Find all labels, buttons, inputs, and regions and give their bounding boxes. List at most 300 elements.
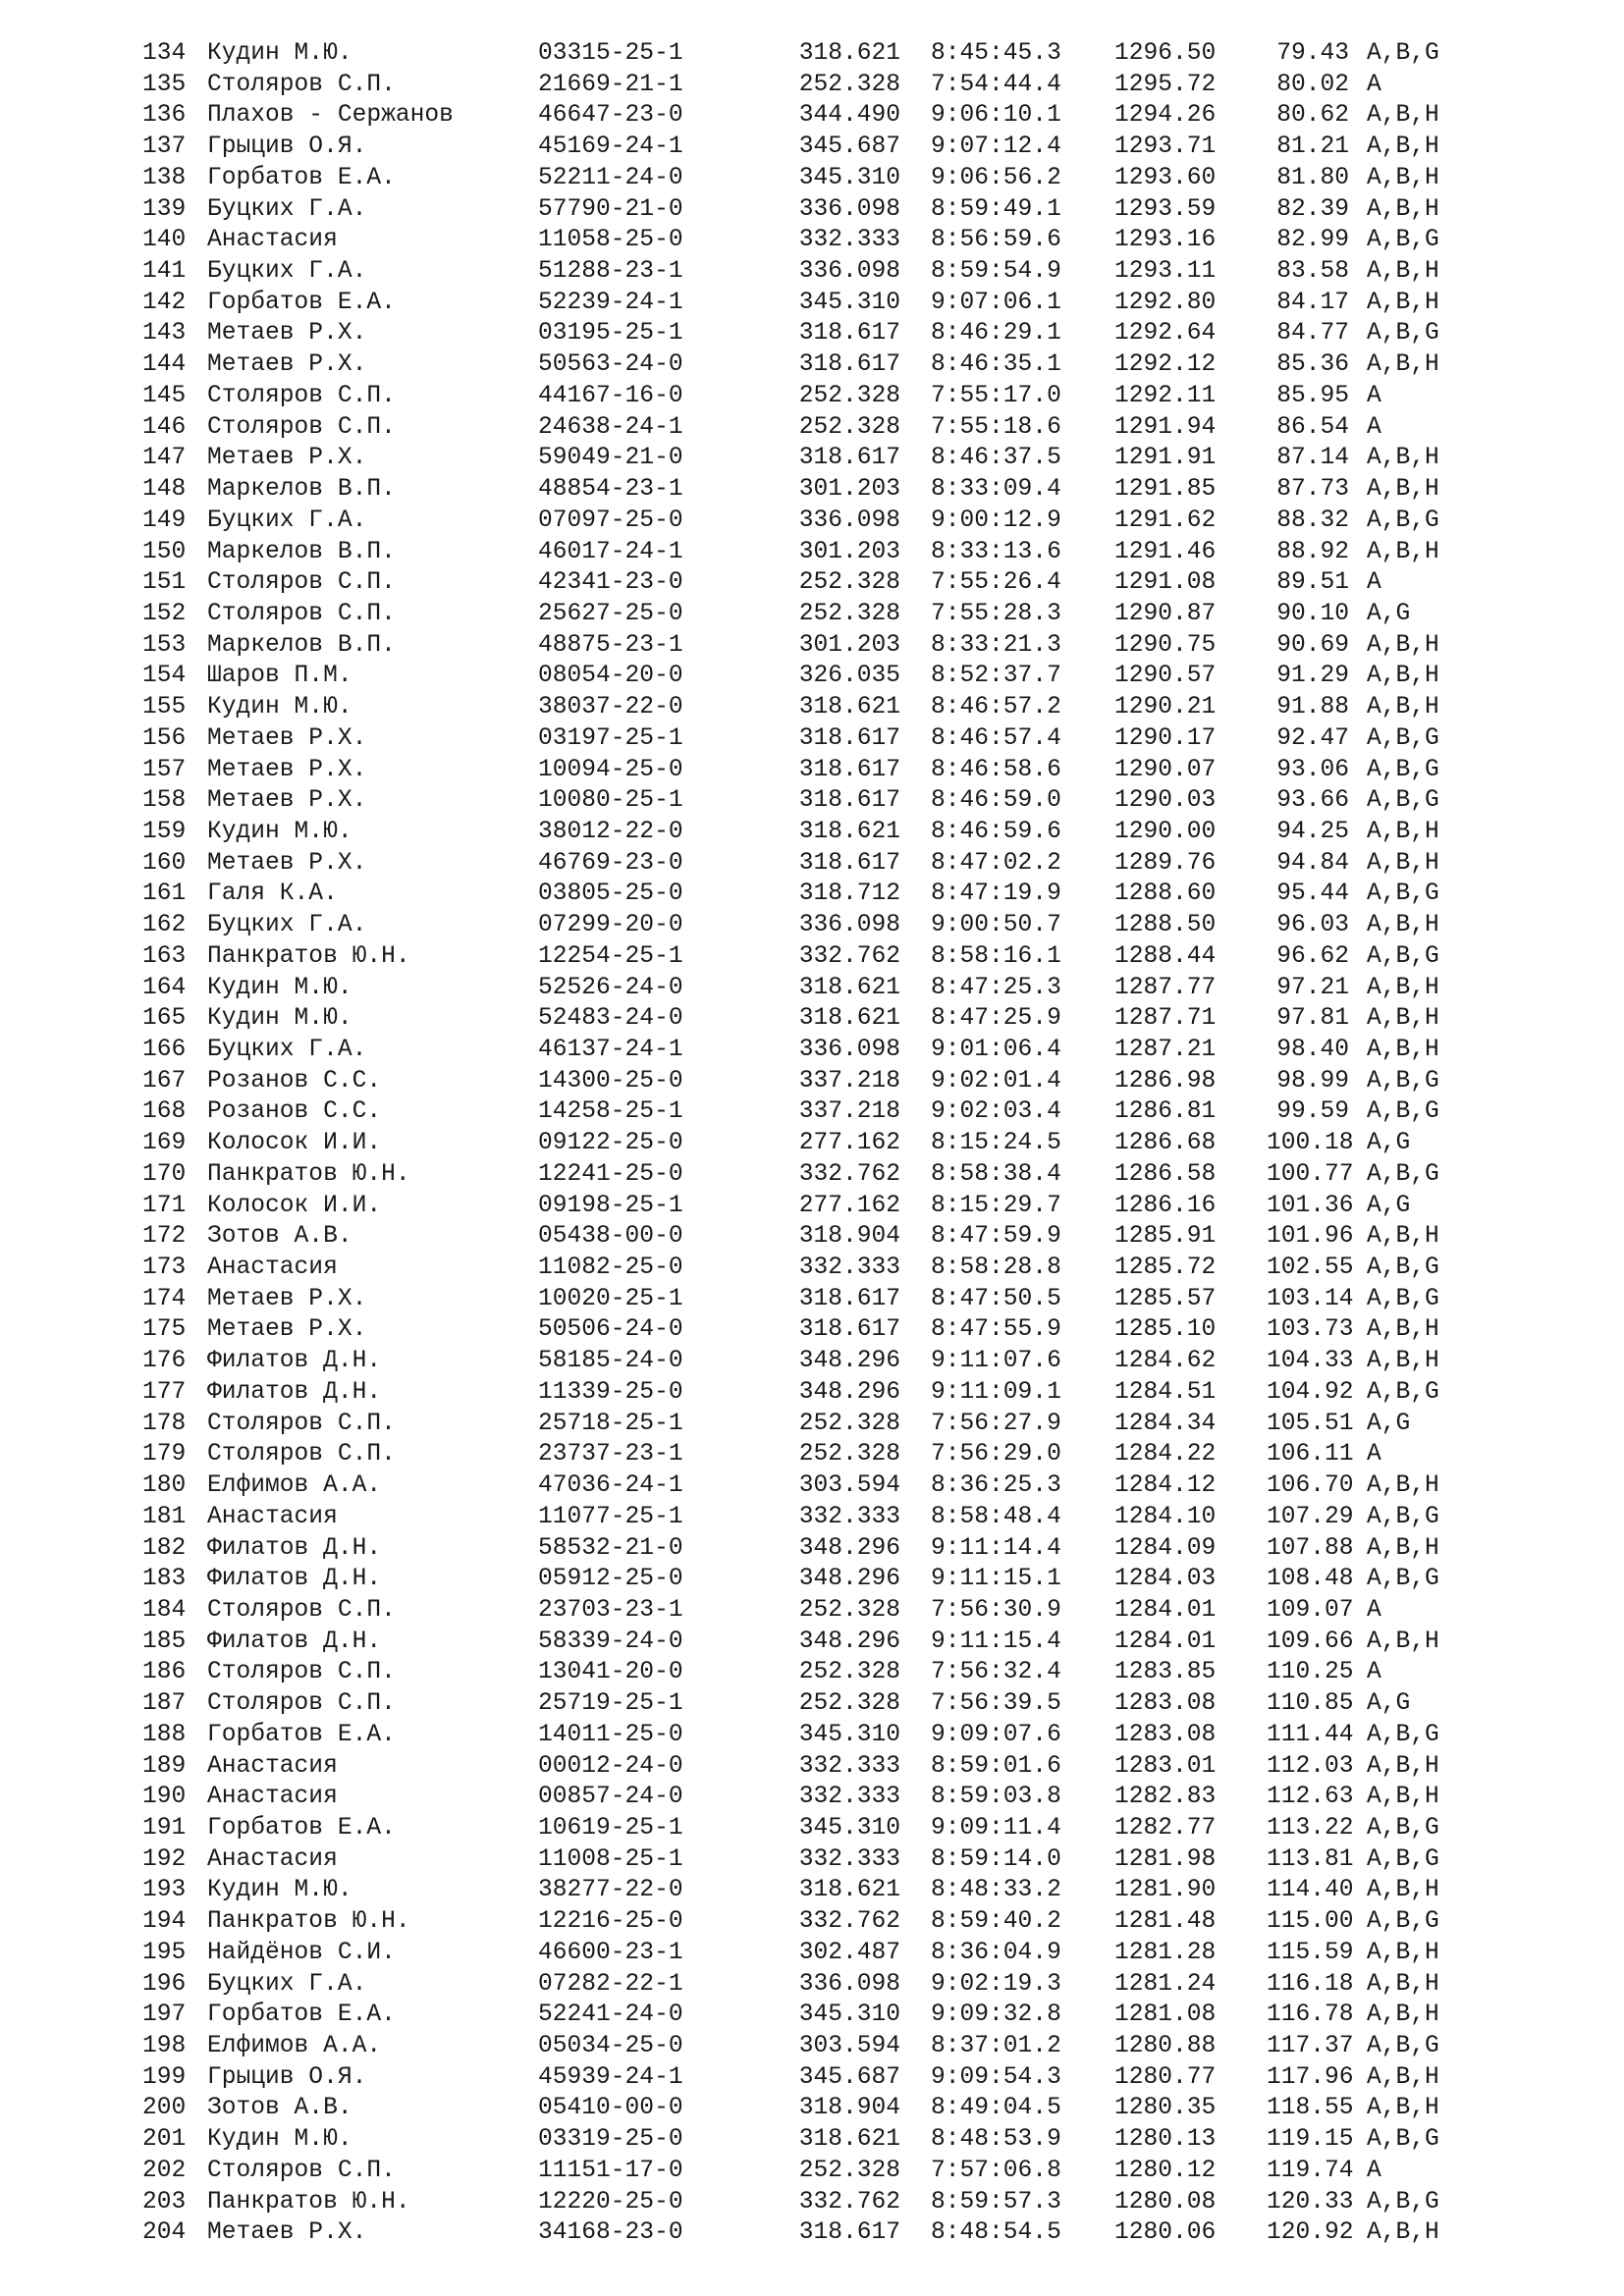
ring-cell: 03315-25-1 [538,40,683,67]
ring-cell: 58532-21-0 [538,1534,683,1562]
time-cell: 8:37:01.2 [931,2033,1061,2059]
ring-cell: 47036-24-1 [538,1472,683,1500]
category-cell: A,G [1367,1130,1411,1157]
category-cell: A,B,H [1367,1005,1439,1033]
category-cell: A,B,H [1367,2095,1439,2122]
speed-cell: 1285.57 [1114,1285,1217,1312]
coef-cell: 104.92 [1267,1378,1354,1406]
category-cell: A,B,H [1367,538,1439,565]
ring-cell: 14258-25-1 [538,1098,683,1126]
name-cell: Филатов Д.Н. [207,1348,382,1375]
coef-cell: 116.78 [1267,2002,1354,2029]
distance-cell: 303.594 [798,2033,900,2059]
speed-cell: 1289.76 [1114,849,1217,877]
time-cell: 8:59:40.2 [931,1908,1061,1936]
time-cell: 9:00:50.7 [931,912,1061,939]
speed-cell: 1295.72 [1114,71,1217,98]
speed-cell: 1288.44 [1114,942,1217,970]
category-cell: A,B,G [1367,320,1439,347]
name-cell: Елфимов А.А. [207,2033,382,2059]
coef-cell: 87.73 [1276,476,1349,504]
place-cell: 150 [142,538,187,565]
ring-cell: 46017-24-1 [538,538,683,565]
speed-cell: 1284.09 [1114,1534,1217,1562]
distance-cell: 252.328 [798,2157,900,2184]
distance-cell: 301.203 [798,538,900,565]
category-cell: A,B,H [1367,164,1439,191]
name-cell: Найдёнов С.И. [207,1939,396,1966]
distance-cell: 252.328 [798,1441,900,1468]
ring-cell: 05438-00-0 [538,1223,683,1251]
distance-cell: 348.296 [798,1378,900,1406]
result-row [142,1533,1517,1565]
category-cell: A,B,H [1367,1939,1439,1966]
ring-cell: 52483-24-0 [538,1005,683,1033]
ring-cell: 34168-23-0 [538,2219,683,2247]
result-row [142,1564,1517,1595]
name-cell: Горбатов Е.А. [207,289,396,316]
place-cell: 141 [142,258,187,286]
category-cell: A,B,H [1367,1223,1439,1251]
result-row [142,2000,1517,2031]
distance-cell: 318.617 [798,849,900,877]
speed-cell: 1294.26 [1114,102,1217,130]
result-row [142,132,1517,163]
result-row [142,1875,1517,1906]
name-cell: Метаев Р.Х. [207,756,367,783]
ring-cell: 38012-22-0 [538,818,683,845]
category-cell: A,G [1367,1690,1411,1718]
name-cell: Кудин М.Ю. [207,2126,352,2154]
distance-cell: 345.310 [798,2002,900,2029]
coef-cell: 110.85 [1267,1690,1354,1718]
place-cell: 140 [142,227,187,254]
coef-cell: 86.54 [1276,413,1349,441]
coef-cell: 80.62 [1276,102,1349,130]
place-cell: 154 [142,663,187,690]
time-cell: 7:55:18.6 [931,413,1061,441]
place-cell: 146 [142,413,187,441]
name-cell: Буцких Г.А. [207,507,367,534]
category-cell: A,B,G [1367,1908,1439,1936]
time-cell: 8:15:29.7 [931,1192,1061,1219]
category-cell: A,B,G [1367,724,1439,752]
coef-cell: 91.88 [1276,694,1349,721]
coef-cell: 94.25 [1276,818,1349,845]
category-cell: A,B,G [1367,40,1439,67]
place-cell: 163 [142,942,187,970]
time-cell: 8:48:33.2 [931,1877,1061,1904]
place-cell: 194 [142,1908,187,1936]
time-cell: 8:58:16.1 [931,942,1061,970]
time-cell: 8:59:14.0 [931,1845,1061,1873]
time-cell: 8:48:53.9 [931,2126,1061,2154]
time-cell: 8:52:37.7 [931,663,1061,690]
result-row [142,1844,1517,1876]
category-cell: A,B,H [1367,195,1439,223]
place-cell: 159 [142,818,187,845]
coef-cell: 97.81 [1276,1005,1349,1033]
distance-cell: 303.594 [798,1472,900,1500]
distance-cell: 336.098 [798,912,900,939]
distance-cell: 332.333 [798,1784,900,1811]
coef-cell: 100.77 [1267,1160,1354,1188]
ring-cell: 25718-25-1 [538,1410,683,1437]
result-row [142,661,1517,692]
distance-cell: 318.617 [798,445,900,472]
speed-cell: 1282.77 [1114,1814,1217,1842]
name-cell: Столяров С.П. [207,2157,396,2184]
category-cell: A [1367,1596,1381,1624]
distance-cell: 252.328 [798,1596,900,1624]
ring-cell: 00012-24-0 [538,1752,683,1780]
category-cell: A [1367,2157,1381,2184]
coef-cell: 120.92 [1267,2219,1354,2247]
name-cell: Столяров С.П. [207,413,396,441]
result-row [142,817,1517,848]
time-cell: 9:11:15.1 [931,1566,1061,1593]
speed-cell: 1280.12 [1114,2157,1217,2184]
ring-cell: 13041-20-0 [538,1659,683,1686]
coef-cell: 109.07 [1267,1596,1354,1624]
distance-cell: 318.617 [798,351,900,379]
time-cell: 8:58:28.8 [931,1255,1061,1282]
result-row [142,1439,1517,1470]
result-row [142,1159,1517,1191]
name-cell: Филатов Д.Н. [207,1628,382,1655]
ring-cell: 23703-23-1 [538,1596,683,1624]
time-cell: 9:11:15.4 [931,1628,1061,1655]
result-row [142,1969,1517,2001]
result-row [142,1409,1517,1440]
time-cell: 8:47:02.2 [931,849,1061,877]
name-cell: Филатов Д.Н. [207,1534,382,1562]
coef-cell: 84.77 [1276,320,1349,347]
time-cell: 8:47:25.3 [931,974,1061,1001]
category-cell: A,B,G [1367,2126,1439,2154]
result-row [142,692,1517,723]
coef-cell: 113.22 [1267,1814,1354,1842]
place-cell: 172 [142,1223,187,1251]
ring-cell: 59049-21-0 [538,445,683,472]
speed-cell: 1281.98 [1114,1845,1217,1873]
result-row [142,1284,1517,1315]
result-row [142,1470,1517,1502]
time-cell: 8:47:55.9 [931,1316,1061,1344]
coef-cell: 110.25 [1267,1659,1354,1686]
place-cell: 191 [142,1814,187,1842]
place-cell: 151 [142,569,187,597]
distance-cell: 318.621 [798,818,900,845]
distance-cell: 332.333 [798,1845,900,1873]
ring-cell: 58185-24-0 [538,1348,683,1375]
speed-cell: 1286.68 [1114,1130,1217,1157]
speed-cell: 1281.48 [1114,1908,1217,1936]
place-cell: 158 [142,787,187,815]
place-cell: 143 [142,320,187,347]
time-cell: 7:54:44.4 [931,71,1061,98]
speed-cell: 1281.08 [1114,2002,1217,2029]
coef-cell: 103.14 [1267,1285,1354,1312]
category-cell: A,B,G [1367,1285,1439,1312]
ring-cell: 07097-25-0 [538,507,683,534]
category-cell: A,B,G [1367,1503,1439,1530]
distance-cell: 302.487 [798,1939,900,1966]
speed-cell: 1280.35 [1114,2095,1217,2122]
category-cell: A,B,H [1367,1348,1439,1375]
name-cell: Елфимов А.А. [207,1472,382,1500]
category-cell: A [1367,71,1381,98]
category-cell: A,B,G [1367,1067,1439,1095]
name-cell: Панкратов Ю.Н. [207,942,410,970]
time-cell: 9:07:12.4 [931,133,1061,161]
time-cell: 8:46:57.4 [931,724,1061,752]
place-cell: 187 [142,1690,187,1718]
place-cell: 164 [142,974,187,1001]
distance-cell: 318.712 [798,881,900,908]
result-row [142,70,1517,101]
result-row [142,381,1517,412]
name-cell: Столяров С.П. [207,1441,396,1468]
ring-cell: 38277-22-0 [538,1877,683,1904]
time-cell: 8:15:24.5 [931,1130,1061,1157]
time-cell: 7:55:26.4 [931,569,1061,597]
speed-cell: 1280.06 [1114,2219,1217,2247]
place-cell: 138 [142,164,187,191]
ring-cell: 51288-23-1 [538,258,683,286]
coef-cell: 97.21 [1276,974,1349,1001]
speed-cell: 1284.22 [1114,1441,1217,1468]
result-row [142,537,1517,568]
category-cell: A,B,H [1367,912,1439,939]
coef-cell: 96.03 [1276,912,1349,939]
distance-cell: 336.098 [798,507,900,534]
place-cell: 193 [142,1877,187,1904]
coef-cell: 119.15 [1267,2126,1354,2154]
name-cell: Шаров П.М. [207,663,352,690]
time-cell: 8:45:45.3 [931,40,1061,67]
result-row [142,349,1517,381]
name-cell: Колосок И.И. [207,1130,382,1157]
category-cell: A,B,H [1367,258,1439,286]
place-cell: 181 [142,1503,187,1530]
distance-cell: 318.617 [798,2219,900,2247]
ring-cell: 11339-25-0 [538,1378,683,1406]
place-cell: 176 [142,1348,187,1375]
speed-cell: 1290.87 [1114,600,1217,627]
place-cell: 171 [142,1192,187,1219]
name-cell: Кудин М.Ю. [207,974,352,1001]
distance-cell: 318.617 [798,756,900,783]
name-cell: Горбатов Е.А. [207,1721,396,1748]
coef-cell: 93.66 [1276,787,1349,815]
place-cell: 157 [142,756,187,783]
coef-cell: 106.11 [1267,1441,1354,1468]
name-cell: Маркелов В.П. [207,631,396,659]
speed-cell: 1292.11 [1114,382,1217,409]
ring-cell: 11077-25-1 [538,1503,683,1530]
speed-cell: 1284.51 [1114,1378,1217,1406]
category-cell: A,B,H [1367,974,1439,1001]
distance-cell: 318.904 [798,2095,900,2122]
name-cell: Метаев Р.Х. [207,1316,367,1344]
time-cell: 8:46:29.1 [931,320,1061,347]
name-cell: Анастасия [207,227,338,254]
result-row [142,288,1517,319]
speed-cell: 1290.57 [1114,663,1217,690]
coef-cell: 116.18 [1267,1970,1354,1998]
speed-cell: 1280.88 [1114,2033,1217,2059]
speed-cell: 1292.64 [1114,320,1217,347]
name-cell: Кудин М.Ю. [207,1005,352,1033]
name-cell: Метаев Р.Х. [207,724,367,752]
ring-cell: 12216-25-0 [538,1908,683,1936]
coef-cell: 100.18 [1267,1130,1354,1157]
result-row [142,2031,1517,2062]
ring-cell: 52211-24-0 [538,164,683,191]
distance-cell: 332.762 [798,942,900,970]
results-list [142,38,1517,2249]
name-cell: Зотов А.В. [207,1223,352,1251]
distance-cell: 336.098 [798,195,900,223]
coef-cell: 98.40 [1276,1037,1349,1063]
time-cell: 8:33:09.4 [931,476,1061,504]
speed-cell: 1293.11 [1114,258,1217,286]
place-cell: 198 [142,2033,187,2059]
speed-cell: 1282.83 [1114,1784,1217,1811]
name-cell: Плахов - Сержанов [207,102,454,130]
place-cell: 175 [142,1316,187,1344]
coef-cell: 95.44 [1276,881,1349,908]
category-cell: A,G [1367,1410,1411,1437]
speed-cell: 1291.85 [1114,476,1217,504]
result-row [142,1688,1517,1720]
category-cell: A,B,H [1367,289,1439,316]
result-row [142,443,1517,474]
category-cell: A,B,G [1367,881,1439,908]
category-cell: A,B,H [1367,1752,1439,1780]
coef-cell: 93.06 [1276,756,1349,783]
category-cell: A,B,G [1367,1098,1439,1126]
ring-cell: 08054-20-0 [538,663,683,690]
name-cell: Кудин М.Ю. [207,818,352,845]
result-row [142,1377,1517,1409]
place-cell: 135 [142,71,187,98]
coef-cell: 91.29 [1276,663,1349,690]
ring-cell: 21669-21-1 [538,71,683,98]
category-cell: A,B,H [1367,1628,1439,1655]
ring-cell: 46600-23-1 [538,1939,683,1966]
time-cell: 8:46:35.1 [931,351,1061,379]
ring-cell: 12220-25-0 [538,2188,683,2216]
coef-cell: 109.66 [1267,1628,1354,1655]
speed-cell: 1283.85 [1114,1659,1217,1686]
place-cell: 202 [142,2157,187,2184]
result-row [142,506,1517,537]
coef-cell: 90.10 [1276,600,1349,627]
name-cell: Столяров С.П. [207,1690,396,1718]
coef-cell: 103.73 [1267,1316,1354,1344]
place-cell: 178 [142,1410,187,1437]
time-cell: 7:56:27.9 [931,1410,1061,1437]
place-cell: 189 [142,1752,187,1780]
category-cell: A,B,H [1367,2063,1439,2091]
time-cell: 9:09:54.3 [931,2063,1061,2091]
result-row [142,973,1517,1004]
speed-cell: 1291.08 [1114,569,1217,597]
category-cell: A [1367,413,1381,441]
speed-cell: 1291.62 [1114,507,1217,534]
category-cell: A,B,G [1367,1814,1439,1842]
distance-cell: 318.621 [798,1005,900,1033]
speed-cell: 1286.81 [1114,1098,1217,1126]
ring-cell: 52239-24-1 [538,289,683,316]
place-cell: 180 [142,1472,187,1500]
distance-cell: 337.218 [798,1067,900,1095]
distance-cell: 318.621 [798,974,900,1001]
time-cell: 7:56:32.4 [931,1659,1061,1686]
ring-cell: 05410-00-0 [538,2095,683,2122]
ring-cell: 48875-23-1 [538,631,683,659]
coef-cell: 99.59 [1276,1098,1349,1126]
coef-cell: 84.17 [1276,289,1349,316]
place-cell: 200 [142,2095,187,2122]
coef-cell: 88.32 [1276,507,1349,534]
category-cell: A,B,H [1367,102,1439,130]
ring-cell: 03195-25-1 [538,320,683,347]
name-cell: Столяров С.П. [207,71,396,98]
distance-cell: 252.328 [798,600,900,627]
coef-cell: 85.95 [1276,382,1349,409]
result-row [142,879,1517,910]
place-cell: 144 [142,351,187,379]
result-row [142,1657,1517,1688]
place-cell: 203 [142,2188,187,2216]
coef-cell: 118.55 [1267,2095,1354,2122]
coef-cell: 80.02 [1276,71,1349,98]
ring-cell: 12254-25-1 [538,942,683,970]
name-cell: Маркелов В.П. [207,538,396,565]
time-cell: 9:07:06.1 [931,289,1061,316]
ring-cell: 50506-24-0 [538,1316,683,1344]
time-cell: 8:46:59.0 [931,787,1061,815]
result-row [142,599,1517,630]
distance-cell: 345.687 [798,133,900,161]
speed-cell: 1287.71 [1114,1005,1217,1033]
result-row [142,1191,1517,1222]
coef-cell: 108.48 [1267,1566,1354,1593]
distance-cell: 252.328 [798,71,900,98]
place-cell: 196 [142,1970,187,1998]
distance-cell: 252.328 [798,1659,900,1686]
name-cell: Панкратов Ю.Н. [207,1160,410,1188]
time-cell: 7:56:29.0 [931,1441,1061,1468]
time-cell: 8:59:03.8 [931,1784,1061,1811]
result-row [142,785,1517,817]
speed-cell: 1290.75 [1114,631,1217,659]
category-cell: A,B,G [1367,2033,1439,2059]
category-cell: A,B,H [1367,1316,1439,1344]
name-cell: Метаев Р.Х. [207,1285,367,1312]
ring-cell: 52241-24-0 [538,2002,683,2029]
ring-cell: 45169-24-1 [538,133,683,161]
speed-cell: 1285.72 [1114,1255,1217,1282]
place-cell: 145 [142,382,187,409]
time-cell: 9:02:19.3 [931,1970,1061,1998]
distance-cell: 345.310 [798,289,900,316]
speed-cell: 1293.59 [1114,195,1217,223]
place-cell: 197 [142,2002,187,2029]
